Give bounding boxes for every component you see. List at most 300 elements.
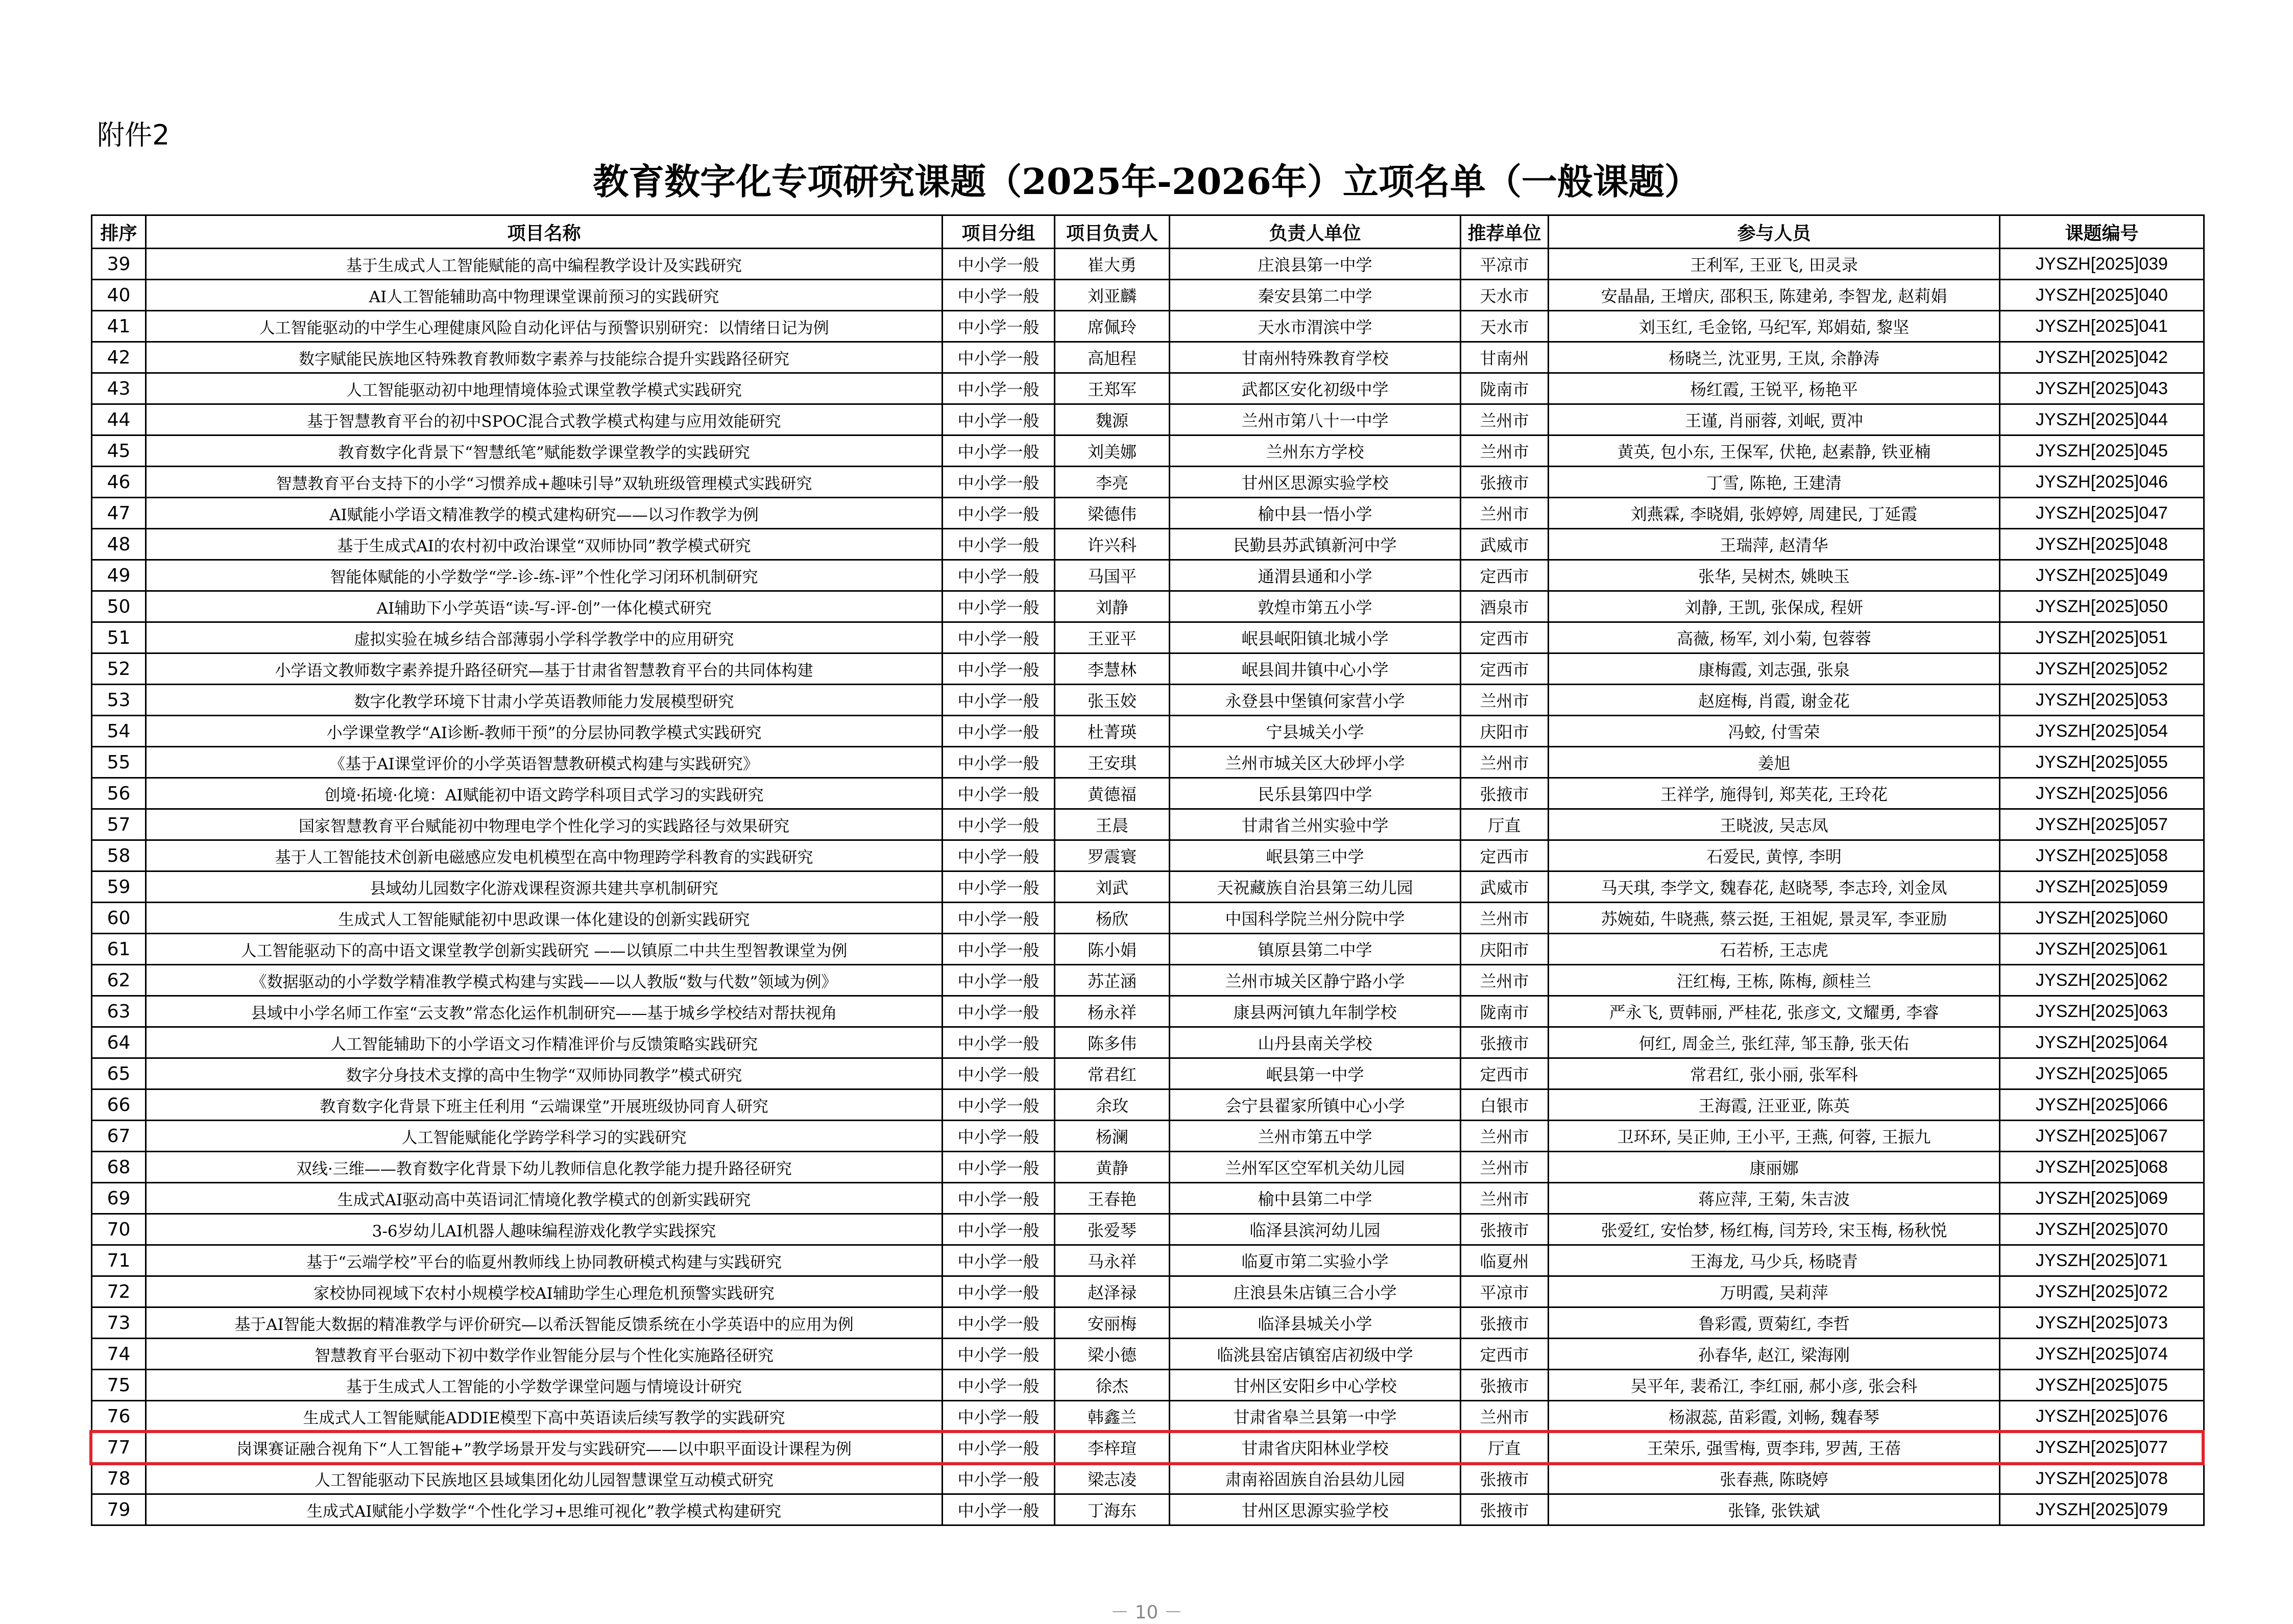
project-code-cell: JYSZH[2025]075 xyxy=(2000,1370,2204,1401)
participants-cell: 黄英, 包小东, 王保军, 伏艳, 赵素静, 铁亚楠 xyxy=(1549,435,2000,467)
project-code-cell: JYSZH[2025]067 xyxy=(2000,1121,2204,1152)
recommending-unit-cell: 张掖市 xyxy=(1461,1494,1549,1525)
table-row xyxy=(92,1276,2204,1307)
leader-unit-cell: 天祝藏族自治县第三幼儿园 xyxy=(1170,871,1461,903)
project-group-cell: 中小学一般 xyxy=(943,1494,1055,1525)
leader-unit-cell: 庄浪县朱店镇三合小学 xyxy=(1170,1276,1461,1307)
project-group-cell: 中小学一般 xyxy=(943,1058,1055,1089)
recommending-unit-cell: 厅直 xyxy=(1461,1432,1549,1463)
recommending-unit-cell: 庆阳市 xyxy=(1461,934,1549,965)
column-header: 排序 xyxy=(92,215,146,249)
project-leader-cell: 梁志凌 xyxy=(1055,1463,1170,1494)
project-name-cell: 基于生成式人工智能的小学数学课堂问题与情境设计研究 xyxy=(146,1370,943,1401)
table-row xyxy=(92,1058,2204,1089)
project-name-cell: 数字分身技术支撑的高中生物学“双师协同教学”模式研究 xyxy=(146,1058,943,1089)
recommending-unit-cell: 兰州市 xyxy=(1461,1121,1549,1152)
recommending-unit-cell: 兰州市 xyxy=(1461,747,1549,778)
project-name-cell: 《数据驱动的小学数学精准教学模式构建与实践——以人教版“数与代数”领域为例》 xyxy=(146,965,943,996)
leader-unit-cell: 敦煌市第五小学 xyxy=(1170,591,1461,622)
project-code-cell: JYSZH[2025]045 xyxy=(2000,435,2204,467)
table-row xyxy=(92,809,2204,840)
participants-cell: 张春燕, 陈晓婷 xyxy=(1549,1463,2000,1494)
row-number-cell: 66 xyxy=(92,1089,146,1121)
recommending-unit-cell: 定西市 xyxy=(1461,840,1549,871)
project-name-cell: 教育数字化背景下“智慧纸笔”赋能数学课堂教学的实践研究 xyxy=(146,435,943,467)
project-code-cell: JYSZH[2025]052 xyxy=(2000,653,2204,685)
project-name-cell: 智慧教育平台驱动下初中数学作业智能分层与个性化实施路径研究 xyxy=(146,1339,943,1370)
project-code-cell: JYSZH[2025]079 xyxy=(2000,1494,2204,1525)
row-number-cell: 61 xyxy=(92,934,146,965)
table-row xyxy=(92,1370,2204,1401)
project-code-cell: JYSZH[2025]061 xyxy=(2000,934,2204,965)
row-number-cell: 45 xyxy=(92,435,146,467)
project-leader-cell: 席佩玲 xyxy=(1055,311,1170,342)
table-row xyxy=(92,1463,2204,1494)
participants-cell: 王荣乐, 强雪梅, 贾李玮, 罗茜, 王蓓 xyxy=(1549,1432,2000,1463)
project-group-cell: 中小学一般 xyxy=(943,280,1055,311)
row-number-cell: 52 xyxy=(92,653,146,685)
leader-unit-cell: 甘州区思源实验学校 xyxy=(1170,467,1461,498)
participants-cell: 康丽娜 xyxy=(1549,1152,2000,1183)
table-row xyxy=(92,840,2204,871)
table-row xyxy=(92,1307,2204,1339)
participants-cell: 张华, 吴树杰, 姚映玉 xyxy=(1549,560,2000,591)
project-name-cell: 人工智能赋能化学跨学科学习的实践研究 xyxy=(146,1121,943,1152)
project-leader-cell: 刘亚麟 xyxy=(1055,280,1170,311)
project-group-cell: 中小学一般 xyxy=(943,965,1055,996)
row-number-cell: 54 xyxy=(92,716,146,747)
project-leader-cell: 杨永祥 xyxy=(1055,996,1170,1027)
project-code-cell: JYSZH[2025]044 xyxy=(2000,404,2204,435)
project-leader-cell: 王春艳 xyxy=(1055,1183,1170,1214)
leader-unit-cell: 临夏市第二实验小学 xyxy=(1170,1245,1461,1276)
project-leader-cell: 陈多伟 xyxy=(1055,1027,1170,1058)
project-name-cell: 国家智慧教育平台赋能初中物理电学个性化学习的实践路径与效果研究 xyxy=(146,809,943,840)
project-name-cell: AI赋能小学语文精准教学的模式建构研究——以习作教学为例 xyxy=(146,498,943,529)
recommending-unit-cell: 武威市 xyxy=(1461,871,1549,903)
leader-unit-cell: 兰州市城关区大砂坪小学 xyxy=(1170,747,1461,778)
project-leader-cell: 李亮 xyxy=(1055,467,1170,498)
recommending-unit-cell: 厅直 xyxy=(1461,809,1549,840)
table-header-row xyxy=(92,215,2204,249)
table-row xyxy=(92,716,2204,747)
participants-cell: 冯蛟, 付雪荣 xyxy=(1549,716,2000,747)
project-group-cell: 中小学一般 xyxy=(943,1027,1055,1058)
recommending-unit-cell: 临夏州 xyxy=(1461,1245,1549,1276)
recommending-unit-cell: 甘南州 xyxy=(1461,342,1549,373)
leader-unit-cell: 兰州市城关区静宁路小学 xyxy=(1170,965,1461,996)
participants-cell: 石爱民, 黄惇, 李明 xyxy=(1549,840,2000,871)
project-name-cell: 县域幼儿园数字化游戏课程资源共建共享机制研究 xyxy=(146,871,943,903)
project-leader-cell: 王安琪 xyxy=(1055,747,1170,778)
project-leader-cell: 杜菁瑛 xyxy=(1055,716,1170,747)
project-name-cell: 人工智能驱动下的高中语文课堂教学创新实践研究 ——以镇原二中共生型智教课堂为例 xyxy=(146,934,943,965)
project-name-cell: AI人工智能辅助高中物理课堂课前预习的实践研究 xyxy=(146,280,943,311)
project-code-cell: JYSZH[2025]054 xyxy=(2000,716,2204,747)
table-row xyxy=(92,435,2204,467)
project-group-cell: 中小学一般 xyxy=(943,342,1055,373)
leader-unit-cell: 山丹县南关学校 xyxy=(1170,1027,1461,1058)
project-leader-cell: 安丽梅 xyxy=(1055,1307,1170,1339)
participants-cell: 康梅霞, 刘志强, 张泉 xyxy=(1549,653,2000,685)
recommending-unit-cell: 定西市 xyxy=(1461,622,1549,653)
table-row xyxy=(92,653,2204,685)
project-code-cell: JYSZH[2025]062 xyxy=(2000,965,2204,996)
project-name-cell: 基于智慧教育平台的初中SPOC混合式教学模式构建与应用效能研究 xyxy=(146,404,943,435)
project-group-cell: 中小学一般 xyxy=(943,467,1055,498)
project-name-cell: 人工智能驱动初中地理情境体验式课堂教学模式实践研究 xyxy=(146,373,943,404)
project-leader-cell: 李梓瑄 xyxy=(1055,1432,1170,1463)
table-row xyxy=(92,871,2204,903)
project-code-cell: JYSZH[2025]042 xyxy=(2000,342,2204,373)
table-row xyxy=(92,1401,2204,1432)
table-row xyxy=(92,591,2204,622)
table-row xyxy=(92,249,2204,280)
participants-cell: 严永飞, 贾韩丽, 严桂花, 张彦文, 文耀勇, 李睿 xyxy=(1549,996,2000,1027)
table-row xyxy=(92,1339,2204,1370)
table-row xyxy=(92,685,2204,716)
recommending-unit-cell: 平凉市 xyxy=(1461,1276,1549,1307)
table-row xyxy=(92,1245,2204,1276)
leader-unit-cell: 榆中县第二中学 xyxy=(1170,1183,1461,1214)
participants-cell: 苏婉茹, 牛晓燕, 蔡云挺, 王祖妮, 景灵军, 李亚励 xyxy=(1549,903,2000,934)
row-number-cell: 59 xyxy=(92,871,146,903)
recommending-unit-cell: 张掖市 xyxy=(1461,1214,1549,1245)
recommending-unit-cell: 张掖市 xyxy=(1461,1370,1549,1401)
participants-cell: 刘玉红, 毛金铭, 马纪军, 郑娟茹, 黎坚 xyxy=(1549,311,2000,342)
project-group-cell: 中小学一般 xyxy=(943,778,1055,809)
participants-cell: 刘燕霖, 李晓娟, 张婷婷, 周建民, 丁延霞 xyxy=(1549,498,2000,529)
recommending-unit-cell: 兰州市 xyxy=(1461,1183,1549,1214)
project-name-cell: 生成式AI赋能小学数学“个性化学习+思维可视化”教学模式构建研究 xyxy=(146,1494,943,1525)
project-group-cell: 中小学一般 xyxy=(943,747,1055,778)
row-number-cell: 70 xyxy=(92,1214,146,1245)
leader-unit-cell: 甘肃省兰州实验中学 xyxy=(1170,809,1461,840)
project-name-cell: 小学语文教师数字素养提升路径研究—基于甘肃省智慧教育平台的共同体构建 xyxy=(146,653,943,685)
project-name-cell: 人工智能辅助下的小学语文习作精准评价与反馈策略实践研究 xyxy=(146,1027,943,1058)
leader-unit-cell: 兰州市第八十一中学 xyxy=(1170,404,1461,435)
project-code-cell: JYSZH[2025]074 xyxy=(2000,1339,2204,1370)
project-code-cell: JYSZH[2025]046 xyxy=(2000,467,2204,498)
row-number-cell: 74 xyxy=(92,1339,146,1370)
project-code-cell: JYSZH[2025]059 xyxy=(2000,871,2204,903)
recommending-unit-cell: 兰州市 xyxy=(1461,1152,1549,1183)
table-row xyxy=(92,280,2204,311)
leader-unit-cell: 兰州东方学校 xyxy=(1170,435,1461,467)
project-group-cell: 中小学一般 xyxy=(943,249,1055,280)
project-name-cell: 3-6岁幼儿AI机器人趣味编程游戏化教学实践探究 xyxy=(146,1214,943,1245)
recommending-unit-cell: 张掖市 xyxy=(1461,467,1549,498)
project-code-cell: JYSZH[2025]071 xyxy=(2000,1245,2204,1276)
leader-unit-cell: 中国科学院兰州分院中学 xyxy=(1170,903,1461,934)
column-header: 参与人员 xyxy=(1549,215,2000,249)
row-number-cell: 50 xyxy=(92,591,146,622)
project-leader-cell: 常君红 xyxy=(1055,1058,1170,1089)
project-code-cell: JYSZH[2025]040 xyxy=(2000,280,2204,311)
participants-cell: 孙春华, 赵江, 梁海刚 xyxy=(1549,1339,2000,1370)
row-number-cell: 62 xyxy=(92,965,146,996)
leader-unit-cell: 甘南州特殊教育学校 xyxy=(1170,342,1461,373)
project-name-cell: 基于AI智能大数据的精准教学与评价研究—以希沃智能反馈系统在小学英语中的应用为例 xyxy=(146,1307,943,1339)
project-code-cell: JYSZH[2025]065 xyxy=(2000,1058,2204,1089)
leader-unit-cell: 榆中县一悟小学 xyxy=(1170,498,1461,529)
project-code-cell: JYSZH[2025]055 xyxy=(2000,747,2204,778)
table-body xyxy=(92,249,2204,1525)
project-group-cell: 中小学一般 xyxy=(943,311,1055,342)
recommending-unit-cell: 兰州市 xyxy=(1461,435,1549,467)
recommending-unit-cell: 兰州市 xyxy=(1461,404,1549,435)
participants-cell: 何红, 周金兰, 张红萍, 邹玉静, 张天佑 xyxy=(1549,1027,2000,1058)
leader-unit-cell: 甘肃省皋兰县第一中学 xyxy=(1170,1401,1461,1432)
recommending-unit-cell: 兰州市 xyxy=(1461,685,1549,716)
recommending-unit-cell: 张掖市 xyxy=(1461,778,1549,809)
project-leader-cell: 许兴科 xyxy=(1055,529,1170,560)
leader-unit-cell: 秦安县第二中学 xyxy=(1170,280,1461,311)
project-name-cell: 生成式人工智能赋能初中思政课一体化建设的创新实践研究 xyxy=(146,903,943,934)
row-number-cell: 79 xyxy=(92,1494,146,1525)
project-leader-cell: 刘静 xyxy=(1055,591,1170,622)
table-row xyxy=(92,373,2204,404)
project-name-cell: 双线·三维——教育数字化背景下幼儿教师信息化教学能力提升路径研究 xyxy=(146,1152,943,1183)
column-header: 负责人单位 xyxy=(1170,215,1461,249)
leader-unit-cell: 永登县中堡镇何家营小学 xyxy=(1170,685,1461,716)
leader-unit-cell: 民乐县第四中学 xyxy=(1170,778,1461,809)
row-number-cell: 60 xyxy=(92,903,146,934)
participants-cell: 卫环环, 吴正帅, 王小平, 王燕, 何蓉, 王振九 xyxy=(1549,1121,2000,1152)
row-number-cell: 43 xyxy=(92,373,146,404)
recommending-unit-cell: 庆阳市 xyxy=(1461,716,1549,747)
participants-cell: 石若桥, 王志虎 xyxy=(1549,934,2000,965)
project-code-cell: JYSZH[2025]050 xyxy=(2000,591,2204,622)
row-number-cell: 49 xyxy=(92,560,146,591)
project-group-cell: 中小学一般 xyxy=(943,622,1055,653)
project-group-cell: 中小学一般 xyxy=(943,498,1055,529)
project-leader-cell: 罗震寰 xyxy=(1055,840,1170,871)
project-group-cell: 中小学一般 xyxy=(943,1214,1055,1245)
row-number-cell: 53 xyxy=(92,685,146,716)
project-group-cell: 中小学一般 xyxy=(943,373,1055,404)
participants-cell: 鲁彩霞, 贾菊红, 李哲 xyxy=(1549,1307,2000,1339)
project-name-cell: 智能体赋能的小学数学“学-诊-练-评”个性化学习闭环机制研究 xyxy=(146,560,943,591)
table-row xyxy=(92,965,2204,996)
participants-cell: 杨晓兰, 沈亚男, 王岚, 余静涛 xyxy=(1549,342,2000,373)
project-name-cell: 生成式AI驱动高中英语词汇情境化教学模式的创新实践研究 xyxy=(146,1183,943,1214)
project-leader-cell: 李慧林 xyxy=(1055,653,1170,685)
leader-unit-cell: 庄浪县第一中学 xyxy=(1170,249,1461,280)
project-name-cell: AI辅助下小学英语“读-写-评-创”一体化模式研究 xyxy=(146,591,943,622)
project-name-cell: 基于人工智能技术创新电磁感应发电机模型在高中物理跨学科教育的实践研究 xyxy=(146,840,943,871)
project-leader-cell: 马国平 xyxy=(1055,560,1170,591)
row-number-cell: 77 xyxy=(92,1432,146,1463)
project-name-cell: 智慧教育平台支持下的小学“习惯养成+趣味引导”双轨班级管理模式实践研究 xyxy=(146,467,943,498)
project-leader-cell: 赵泽禄 xyxy=(1055,1276,1170,1307)
leader-unit-cell: 临洮县窑店镇窑店初级中学 xyxy=(1170,1339,1461,1370)
leader-unit-cell: 民勤县苏武镇新河中学 xyxy=(1170,529,1461,560)
leader-unit-cell: 武都区安化初级中学 xyxy=(1170,373,1461,404)
project-name-cell: 基于生成式人工智能赋能的高中编程教学设计及实践研究 xyxy=(146,249,943,280)
table-row xyxy=(92,498,2204,529)
table-row xyxy=(92,342,2204,373)
recommending-unit-cell: 兰州市 xyxy=(1461,1401,1549,1432)
project-leader-cell: 陈小娟 xyxy=(1055,934,1170,965)
project-name-cell: 人工智能驱动的中学生心理健康风险自动化评估与预警识别研究：以情绪日记为例 xyxy=(146,311,943,342)
participants-cell: 张爱红, 安怡梦, 杨红梅, 闫芳玲, 宋玉梅, 杨秋悦 xyxy=(1549,1214,2000,1245)
recommending-unit-cell: 张掖市 xyxy=(1461,1463,1549,1494)
project-code-cell: JYSZH[2025]057 xyxy=(2000,809,2204,840)
project-group-cell: 中小学一般 xyxy=(943,1307,1055,1339)
row-number-cell: 69 xyxy=(92,1183,146,1214)
project-leader-cell: 苏芷涵 xyxy=(1055,965,1170,996)
project-group-cell: 中小学一般 xyxy=(943,1370,1055,1401)
project-code-cell: JYSZH[2025]043 xyxy=(2000,373,2204,404)
project-group-cell: 中小学一般 xyxy=(943,1245,1055,1276)
participants-cell: 吴平年, 裴希江, 李红丽, 郝小彦, 张会科 xyxy=(1549,1370,2000,1401)
project-code-cell: JYSZH[2025]063 xyxy=(2000,996,2204,1027)
project-leader-cell: 黄静 xyxy=(1055,1152,1170,1183)
row-number-cell: 67 xyxy=(92,1121,146,1152)
table-row xyxy=(92,996,2204,1027)
project-code-cell: JYSZH[2025]078 xyxy=(2000,1463,2204,1494)
recommending-unit-cell: 定西市 xyxy=(1461,653,1549,685)
row-number-cell: 57 xyxy=(92,809,146,840)
leader-unit-cell: 通渭县通和小学 xyxy=(1170,560,1461,591)
participants-cell: 汪红梅, 王栋, 陈梅, 颜桂兰 xyxy=(1549,965,2000,996)
leader-unit-cell: 临泽县城关小学 xyxy=(1170,1307,1461,1339)
page-number: － 10 － xyxy=(1111,1602,1182,1623)
project-group-cell: 中小学一般 xyxy=(943,1276,1055,1307)
project-name-cell: 创境·拓境·化境：AI赋能初中语文跨学科项目式学习的实践研究 xyxy=(146,778,943,809)
project-code-cell: JYSZH[2025]051 xyxy=(2000,622,2204,653)
leader-unit-cell: 岷县闾井镇中心小学 xyxy=(1170,653,1461,685)
row-number-cell: 46 xyxy=(92,467,146,498)
project-code-cell: JYSZH[2025]056 xyxy=(2000,778,2204,809)
project-group-cell: 中小学一般 xyxy=(943,1339,1055,1370)
leader-unit-cell: 岷县岷阳镇北城小学 xyxy=(1170,622,1461,653)
participants-cell: 王谨, 肖丽蓉, 刘岷, 贾冲 xyxy=(1549,404,2000,435)
project-name-cell: 人工智能驱动下民族地区县域集团化幼儿园智慧课堂互动模式研究 xyxy=(146,1463,943,1494)
leader-unit-cell: 兰州市第五中学 xyxy=(1170,1121,1461,1152)
recommending-unit-cell: 平凉市 xyxy=(1461,249,1549,280)
leader-unit-cell: 兰州军区空军机关幼儿园 xyxy=(1170,1152,1461,1183)
table-row xyxy=(92,1183,2204,1214)
recommending-unit-cell: 武威市 xyxy=(1461,529,1549,560)
project-leader-cell: 徐杰 xyxy=(1055,1370,1170,1401)
row-number-cell: 51 xyxy=(92,622,146,653)
participants-cell: 常君红, 张小丽, 张军科 xyxy=(1549,1058,2000,1089)
project-code-cell: JYSZH[2025]068 xyxy=(2000,1152,2204,1183)
row-number-cell: 56 xyxy=(92,778,146,809)
project-code-cell: JYSZH[2025]064 xyxy=(2000,1027,2204,1058)
project-leader-cell: 王郑军 xyxy=(1055,373,1170,404)
project-group-cell: 中小学一般 xyxy=(943,404,1055,435)
recommending-unit-cell: 张掖市 xyxy=(1461,1027,1549,1058)
participants-cell: 王瑞萍, 赵清华 xyxy=(1549,529,2000,560)
project-name-cell: 县域中小学名师工作室“云支教”常态化运作机制研究——基于城乡学校结对帮扶视角 xyxy=(146,996,943,1027)
project-name-cell: 《基于AI课堂评价的小学英语智慧教研模式构建与实践研究》 xyxy=(146,747,943,778)
project-code-cell: JYSZH[2025]058 xyxy=(2000,840,2204,871)
project-leader-cell: 王晨 xyxy=(1055,809,1170,840)
project-name-cell: 虚拟实验在城乡结合部薄弱小学科学教学中的应用研究 xyxy=(146,622,943,653)
project-code-cell: JYSZH[2025]047 xyxy=(2000,498,2204,529)
row-number-cell: 39 xyxy=(92,249,146,280)
participants-cell: 姜旭 xyxy=(1549,747,2000,778)
project-leader-cell: 余玫 xyxy=(1055,1089,1170,1121)
recommending-unit-cell: 张掖市 xyxy=(1461,1307,1549,1339)
column-header: 课题编号 xyxy=(2000,215,2204,249)
recommending-unit-cell: 天水市 xyxy=(1461,311,1549,342)
table-row xyxy=(92,467,2204,498)
participants-cell: 马天琪, 李学文, 魏春花, 赵晓琴, 李志玲, 刘金凤 xyxy=(1549,871,2000,903)
row-number-cell: 71 xyxy=(92,1245,146,1276)
project-leader-cell: 王亚平 xyxy=(1055,622,1170,653)
participants-cell: 万明霞, 吴莉萍 xyxy=(1549,1276,2000,1307)
row-number-cell: 75 xyxy=(92,1370,146,1401)
project-code-cell: JYSZH[2025]060 xyxy=(2000,903,2204,934)
leader-unit-cell: 宁县城关小学 xyxy=(1170,716,1461,747)
row-number-cell: 73 xyxy=(92,1307,146,1339)
table-row xyxy=(92,311,2204,342)
recommending-unit-cell: 陇南市 xyxy=(1461,373,1549,404)
recommending-unit-cell: 陇南市 xyxy=(1461,996,1549,1027)
participants-cell: 安晶晶, 王增庆, 邵积玉, 陈建弟, 李智龙, 赵莉娟 xyxy=(1549,280,2000,311)
row-number-cell: 44 xyxy=(92,404,146,435)
project-leader-cell: 黄德福 xyxy=(1055,778,1170,809)
project-group-cell: 中小学一般 xyxy=(943,1121,1055,1152)
project-code-cell: JYSZH[2025]070 xyxy=(2000,1214,2204,1245)
project-code-cell: JYSZH[2025]069 xyxy=(2000,1183,2204,1214)
table-row xyxy=(92,1494,2204,1525)
project-code-cell: JYSZH[2025]053 xyxy=(2000,685,2204,716)
leader-unit-cell: 肃南裕固族自治县幼儿园 xyxy=(1170,1463,1461,1494)
leader-unit-cell: 岷县第一中学 xyxy=(1170,1058,1461,1089)
participants-cell: 蒋应萍, 王菊, 朱吉波 xyxy=(1549,1183,2000,1214)
project-name-cell: 岗课赛证融合视角下“人工智能+”教学场景开发与实践研究——以中职平面设计课程为例 xyxy=(146,1432,943,1463)
participants-cell: 丁雪, 陈艳, 王建清 xyxy=(1549,467,2000,498)
project-group-cell: 中小学一般 xyxy=(943,1089,1055,1121)
project-group-cell: 中小学一般 xyxy=(943,871,1055,903)
project-name-cell: 家校协同视域下农村小规模学校AI辅助学生心理危机预警实践研究 xyxy=(146,1276,943,1307)
row-number-cell: 42 xyxy=(92,342,146,373)
project-group-cell: 中小学一般 xyxy=(943,934,1055,965)
column-header: 项目分组 xyxy=(943,215,1055,249)
project-list-table xyxy=(91,214,2205,1526)
leader-unit-cell: 甘肃省庆阳林业学校 xyxy=(1170,1432,1461,1463)
project-leader-cell: 梁德伟 xyxy=(1055,498,1170,529)
leader-unit-cell: 岷县第三中学 xyxy=(1170,840,1461,871)
project-name-cell: 基于生成式AI的农村初中政治课堂“双师协同”教学模式研究 xyxy=(146,529,943,560)
table-row xyxy=(92,778,2204,809)
project-code-cell: JYSZH[2025]041 xyxy=(2000,311,2204,342)
row-number-cell: 58 xyxy=(92,840,146,871)
project-group-cell: 中小学一般 xyxy=(943,1463,1055,1494)
table-row xyxy=(92,1089,2204,1121)
table-row xyxy=(92,1121,2204,1152)
leader-unit-cell: 临泽县滨河幼儿园 xyxy=(1170,1214,1461,1245)
table-row xyxy=(92,903,2204,934)
row-number-cell: 40 xyxy=(92,280,146,311)
leader-unit-cell: 天水市渭滨中学 xyxy=(1170,311,1461,342)
document-title: 教育数字化专项研究课题（2025年-2026年）立项名单（一般课题） xyxy=(593,160,1700,203)
project-group-cell: 中小学一般 xyxy=(943,685,1055,716)
row-number-cell: 68 xyxy=(92,1152,146,1183)
table-row xyxy=(92,1027,2204,1058)
row-number-cell: 41 xyxy=(92,311,146,342)
project-leader-cell: 杨欣 xyxy=(1055,903,1170,934)
leader-unit-cell: 康县两河镇九年制学校 xyxy=(1170,996,1461,1027)
leader-unit-cell: 会宁县翟家所镇中心小学 xyxy=(1170,1089,1461,1121)
project-code-cell: JYSZH[2025]073 xyxy=(2000,1307,2204,1339)
table-row xyxy=(92,934,2204,965)
